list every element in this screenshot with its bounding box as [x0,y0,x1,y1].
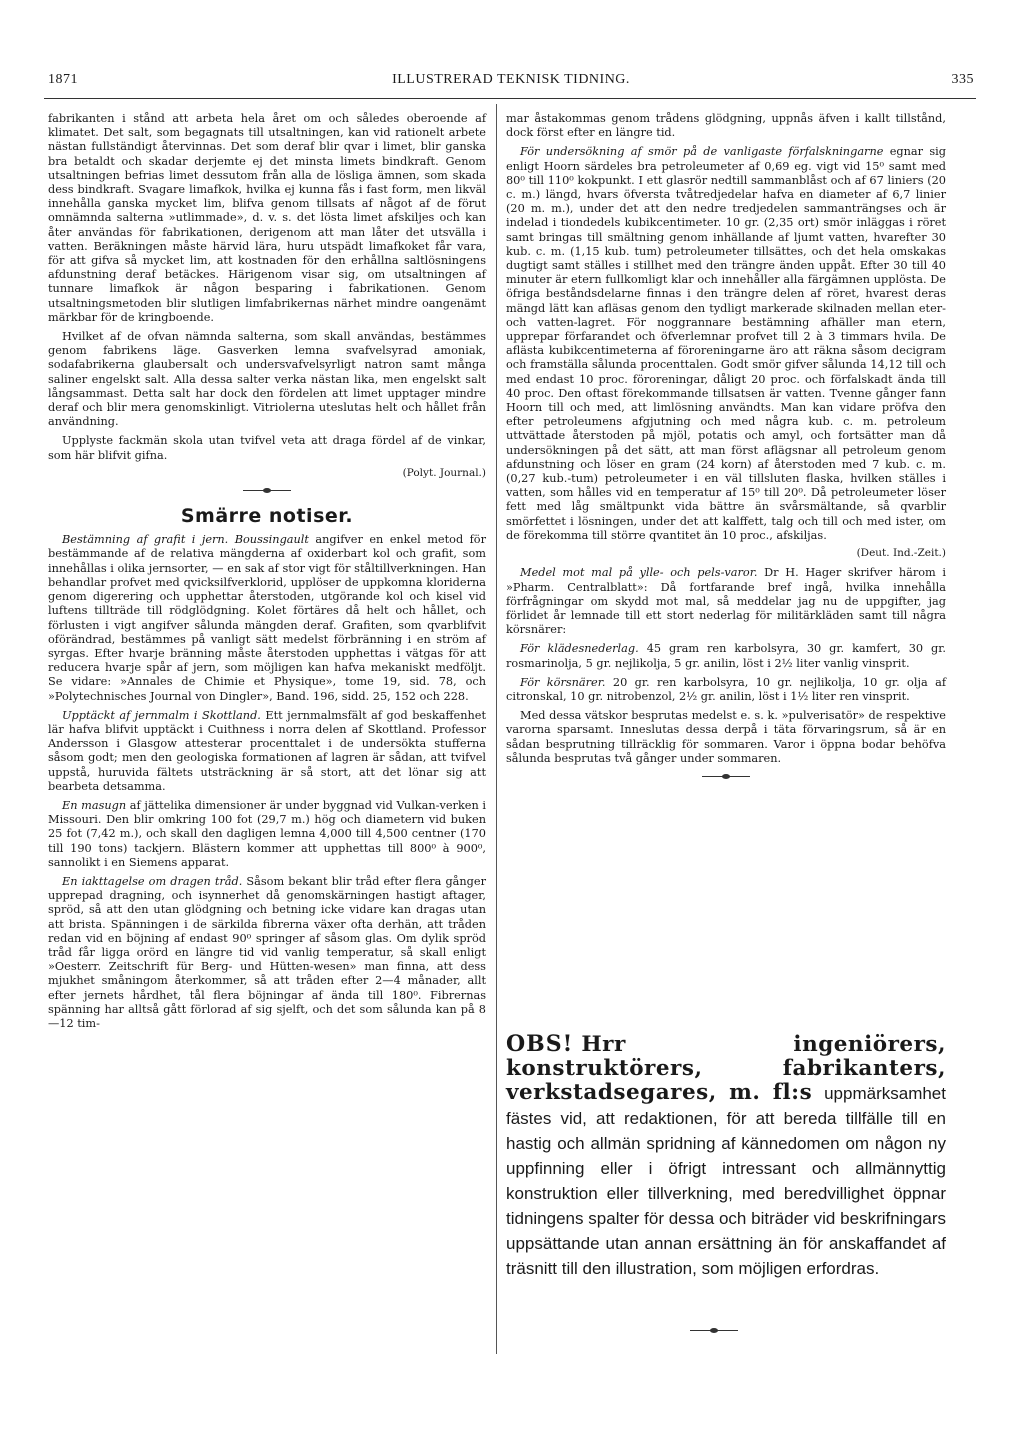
page-header [48,68,974,90]
notice-text: Såsom bekant blir tråd efter flera gånger upprepad dragning, och isynnerhet då genomskärningen hastigt aftager, spröd, så att den utan glödgning och betning icke vidare kan dragas utan att brista. Spänningen i de särkilda fibrerna växer ofta derhän, att tråden redan vid en böjning af endast 90⁰ springer af såsom glas. Om dylik spröd tråd får ligga orörd en längre tid vid vanlig temperatur, så skall enligt »Oesterr. Zeitschrift für Berg- und Hütten-wesen» man finna, att dess mjukhet småningom återkommer, så att tråden efter 2—4 månader, allt efter jernets hårdhet, tål flera böjningar af ända till 180⁰. Fibrernas spänning har alltså gått förlorad af sig sjelft, och det som sålunda kan på 8—12 tim- [48,874,487,1030]
notice-smor [506,145,946,543]
notice-text: af jättelika dimensioner är under byggnad vid Vulkan-verken i Missouri. Den blir omkring 100 fot (29,7 m.) hög och diametern vid buken 25 fot (7,42 m.), och skall den dagligen lemna 4,000 till 4,500 centner (170 till 190 tons) tackjern. Blästern kommer att upphettas till 800⁰ à 900⁰, sannolikt i en Siemens apparat. [48,798,486,869]
column-divider [496,104,497,1354]
notice-continuation: mar åstakommas genom trådens glödgning, uppnås äfven i kallt tillstånd, dock först efter en längre tid. [506,112,946,140]
notice-mal [506,566,946,637]
obs-headline-block [506,1032,946,1281]
section-title: Smärre notiser. [180,505,354,528]
header-rule [44,98,976,99]
notice-dragen-trad [48,875,486,1031]
header-year: 1871 [48,72,78,87]
obs-label: OBS! [506,1031,574,1057]
notice-text: Ett jernmalmsfält af god beskaffenhet lär hafva blifvit upptäckt i Cuithness i norra delen af Skottland. Professor Andersson i Glasgow attesterar procenttalet i de undersökta stufferna såsom godt; men den geologiska formationen af lagren är sådan, att tvifvel uppstå, huruvida fältets utsträckning är så stort, att det lönar sig att bearbeta detsamma. [48,708,487,793]
recipe-text: 45 gram ren karbolsyra, 30 gr. kamfert, 30 gr. rosmarinolja, 5 gr. nejlikolja, 5 gr. anilin, löst i 2½ liter vanlig vinsprit. [506,642,947,670]
notice-paragraph: Med dessa vätskor besprutas medelst e. s. k. »pulverisatör» de respektive varorna sparsamt. Inneslutas dessa derpå i täta förvaringsrum, så är en sådan besprutning tillräcklig för sommaren. Varor i öppna bodar behöfva sålunda besprutas två gånger under sommaren. [506,709,946,765]
obs-body: uppmärksamhet fästes vid, att redaktionen, för att bereda tillfälle till en hastig och allmän spridning af kännedomen om någon ny uppfinning eller i öfrigt intressant och allmännyttig konstruktion eller tillverkning, med beredvillighet öppnar tidningens spalter för dessa och biträder vid beskrifningars uppsättande utan annan ersättning än för anskaffandet af träsnitt till den illustration, som möjligen erfordras. [506,1084,946,1278]
notice-title: Medel mot mal på ylle- och pels-varor. [520,566,758,580]
header-page-number: 335 [951,72,974,87]
recipe-korsnarer [506,676,946,704]
notice-title: Bestämning af grafit i jern. [62,533,229,547]
recipe-title: För körsnärer. [520,675,606,689]
notice-title: För undersökning af smör på de vanligaste förfalskningarne [520,145,884,159]
notice-title: En iakttagelse om dragen tråd. [62,874,243,888]
notice-author: Boussingault [234,533,309,547]
recipe-title: För klädesnederlag. [520,642,639,656]
article-source: (Polyt. Journal.) [402,466,486,479]
notice-title: Upptäckt af jernmalm i Skottland. [62,708,261,722]
obs-headline: Hrr ingeniörers, konstruktörers, fabrikanters, verkstadsegares, m. fl:s [506,1032,946,1105]
notice-title: En masugn [62,798,127,812]
article-paragraph: Upplyste fackmän skola utan tvifvel veta att draga fördel af de vinkar, som här blifvit gifna. [48,434,486,462]
section-separator [243,490,291,491]
notice-jernmalm [48,709,486,794]
section-separator [702,776,750,777]
notice-text: Dr H. Hager skrifver härom i »Pharm. Centralblatt»: Då fortfarande bref ingå, hvilka innehålla förfrågningar om skydd mot mal, så meddelar jag nu de uppgifter, jag förlidet år lemnade till ett stort nederlag för militärkläden samt till några körsnärer: [506,566,946,637]
article-continuation-paragraph: fabrikanten i stånd att arbeta hela året om och således oberoende af klimatet. Det salt, som begagnats till utsaltningen, kan vid rationelt arbete nästan fullständigt återvinnas. Det som deraf blir qvar i limet, blir ganska bra betaldt och skadar derjemte ej det minsta limets bindkraft. Genom utsaltningen befrias limet dessutom från alla de lösliga ämnen, som skada dess bindkraft. Svagare limafkok, hvilka ej kunna fås i fast form, men likväl innehålla ganska mycket lim, blifva genom tillsats af något af de förut omnämnda salterna »utlimmade», d. v. s. det lösta limet afskiljes och kan åter användas för fabrikationen, derigenom att man låter det utsvälla i vatten. Beräkningen måste härvid lära, huru utspädt limafkoket får vara, för att gifva så mycket lim, att kostnaden för den erhållna saltlösningens afdunstning deraf betäckes. Härigenom visar sig, om utsaltningen af tunnare limafkok är någon besparing i fabrikationen. Genom utsaltningsmetoden blir slutligen limfabrikernas närhet mindre oangenämt märkbar för de kringboende. [48,112,486,324]
recipe-text: 20 gr. ren karbolsyra, 10 gr. nejlikolja, 10 gr. olja af citronskal, 10 gr. nitrobenzol, 2½ gr. anilin, löst i 1½ liter ren vinsprit. [506,675,946,703]
article-paragraph: Hvilket af de ofvan nämnda salterna, som skall användas, bestämmes genom fabrikens läge. Gasverken lemna svafvelsyrad amoniak, sodafabrikerna glaubersalt och undersvafvelsyrligt natron samt många saliner engelskt salt. Alla dessa salter verka nästan lika, men engelskt salt långsammast. Detta salt har dock den fördelen att limet upptager mindre deraf och blir mera genomskinligt. Vitriolerna uteslutas helt och hållet från användning. [48,330,486,429]
notice-source: (Deut. Ind.-Zeit.) [856,547,946,560]
notice-grafit [48,533,486,703]
right-column [506,112,946,795]
obs-announcement [506,1032,946,1281]
notice-masugn [48,799,486,870]
recipe-kladesnederlag [506,642,946,670]
notice-text: egnar sig enligt Hoorn särdeles bra petroleumeter af 0,69 eg. vigt vid 15⁰ samt med 80⁰ till 110⁰ kokpunkt. I ett glasrör nedtill sammanblåst och af 67 liniers (20 c. m.) längd, hvars öfversta tvåtredjedelar hafva en diameter af 6,7 linier (20 m. m.), under det att den nedre tredjedelen sammanträngses och är indelad i tiondedels kubikcentimeter. 10 gr. (2,35 ort) smör inläggas i röret samt bringas till smältning genom inhällande af ljumt vatten, hvarefter 30 kub. c. m. (1,15 kub. tum) petroleumeter tillsättes, och det hela omskakas dugtigt samt ställes i stillhet med den trängre änden uppåt. Efter 30 till 40 minuter är etern fullkomligt klar och innehåller alla färgämnen upplösta. De öfriga beståndsdelarne finnas i den trängre delen af röret, hvarest deras mängd lätt kan afläsas genom den tydligt markerade skilnaden mellan eter- och vatten-lagret. För noggrannare bestämning afhäller man etern, upprepar förfarandet och öfverlemnar profvet till 2 à 3 timmars hvila. De aflästa kubikcentimeterna af föroreningarne äro att räkna såsom decigram och framställa sålunda procenttalen. Godt smör gifver sålunda 14,12 till och med endast 10 proc. föroreningar, dåligt 20 proc. och förfalskadt ända till 40 proc. Den oftast förekommande tillsatsen är vatten. Tvenne gånger fann Hoorn till och med, att limlösning användts. Man kan vidare pröfva den efter petroleumens afgjutning och med några kub. c. m. petroleum uttvättade återstoden på mjöl, potatis och amyl, och fortsätter man då undersökningen på det sätt, att man först aflägsnar all petroleum genom afdunstning och löser en gram (24 korn) af återstoden med 7 kub. c. m. (0,27 kub.-tum) petroleumeter i en väl tillsluten flaska, hvilken ställes i vatten, som hålles vid en temperatur af 15⁰ till 20⁰. Då petroleumeter löser fett med låg smältpunkt vida bättre än svårsmältande, så qvarblir smörfettet i lösningen, under det att kalffett, talg och till och med ister, om de förekomma till större qvantitet än 10 proc., afskiljas. [506,145,947,542]
bottom-separator [690,1330,738,1331]
notice-text: angifver en enkel metod för bestämmande af de relativa mängderna af oxiderbart kol och grafit, som innehållas i olika jernsorter, — en sak af stor vigt för ståltillverkningen. Han behandlar profvet med qvicksilfverklorid, upplöser de uppkomna kloriderna genom digerering och upphettar återstoden, utgörande kol och kisel vid luftens tillträde till rödglödgning. Kolet förtäres då helt och hållet, och förlusten i vigt angifver sålunda mängden deraf. Grafiten, som qvarblifvit oförändrad, bestämmes på vanligt sätt medelst förbränning i en ström af syrgas. Efter hvarje bränning måste återstoden upphettas i vätgas för att reducera hvarje spår af jern, som möjligen kan hafva mekaniskt medföljt. Se vidare: »Annales de Chimie et Physique», tome 19, sid. 78, och »Polytechnisches Journal von Dingler», Band. 196, sidd. 25, 152 och 228. [48,533,486,703]
left-column [48,112,486,1036]
header-journal-title: ILLUSTRERAD TEKNISK TIDNING. [392,72,630,87]
